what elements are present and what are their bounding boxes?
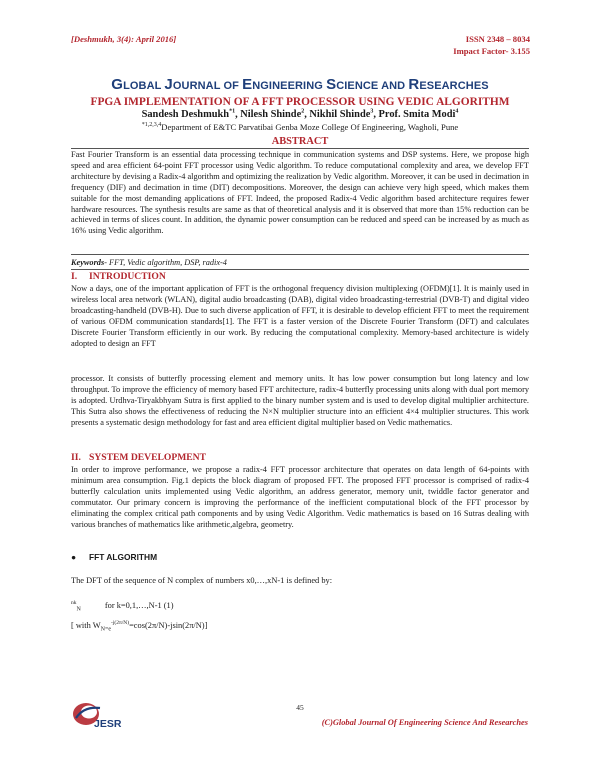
author-name: Nilesh Shinde <box>240 109 302 120</box>
author-sup: 3 <box>370 108 374 115</box>
author-list: Sandesh Deshmukh$^{*1}$, Nilesh Shinde$^2$, Nikhil Shinde$^3$, Prof. Smita Modi$^4$ <box>141 108 459 120</box>
author-sup: *1 <box>229 108 236 115</box>
author-sup: 4 <box>455 108 459 115</box>
footer-copyright: (C)Global Journal Of Engineering Science And Researches <box>321 718 528 727</box>
keywords-text: FFT, Vedic algorithm, DSP, radix-4 <box>106 258 227 267</box>
subsection-heading-fft-algorithm: ● FFT ALGORITHM <box>71 552 158 562</box>
issn: ISSN 2348 – 8034 <box>465 34 530 44</box>
section-heading-introduction: I. INTRODUCTION <box>71 271 166 282</box>
author-name: Nikhil Shinde <box>309 109 371 120</box>
system-paragraph: In order to improve performance, we propose a radix-4 FFT processor architecture that operates on data length of 64-points with minimum area consumption. Fig.1 depicts the block diagram of proposed FFT. The proposed FFT processor is comprised of radix-4 butterfly calculation units implemented using Vedic algorithm, an address generator, memory unit, twiddle factor generator and commutator. Our primary concern is improving the performance of the inefficient computational block of the FFT processor by eliminating the complex critical path components and by using Vedic Algorithm. Vedic mathematics is based on 16 Sutras dealing with various branches of mathematics like arithmetic,algebra, geometry. <box>71 465 529 529</box>
author-name: Sandesh Deshmukh <box>141 109 230 120</box>
citation-header: [Deshmukh, 3(4): April 2016] <box>71 34 177 44</box>
keywords-label: Keywords- <box>71 258 107 267</box>
author-sup: 2 <box>301 108 305 115</box>
keywords <box>71 258 529 267</box>
impact-factor: Impact Factor- 3.155 <box>453 46 530 56</box>
abstract-bottom-rule <box>71 254 529 255</box>
page-number: 45 <box>296 703 304 712</box>
dft-definition-line: The DFT of the sequence of N complex of numbers x0,…,xN-1 is defined by: <box>71 576 333 585</box>
svg-text:JESR: JESR <box>94 718 122 730</box>
keywords-rule <box>71 269 529 270</box>
abstract-heading: ABSTRACT <box>271 136 329 147</box>
gjesr-logo <box>70 700 134 730</box>
section-heading-system-development: II. SYSTEM DEVELOPMENT <box>71 452 207 463</box>
author-name: Prof. Smita Modi <box>378 109 456 120</box>
intro-paragraph-1: Now a days, one of the important application of FFT is the orthogonal frequency division multiplexing (OFDM)[1]. It is mainly used in wireless local area network (WLAN), digital audio broadcasting (DAB), digital video broadcasting-terrestrial (DVB-T) and digital video broadcasting-handheld (DVB-H). Due to such diverse application of FFT, it is desirable to develop efficient FFT to meet the requirement of various OFDM communication standards[1]. The FFT is a faster version of the Discrete Fourier Transform (DFT) and calculates Discrete Fourier Transform efficiently in our work. By reducing the computational complexity. Memory-based architecture is widely adopted to design an FFT <box>71 284 529 348</box>
twiddle-factor-definition: [ with $W_{N=e}^{-j(2\pi/N)}=\cos(2\pi/N)-jsin(2\pi/N)$] <box>71 620 208 633</box>
journal-title: GLOBAL JOURNAL OF ENGINEERING SCIENCE AND RESEARCHES <box>111 76 489 93</box>
paper-title: FPGA IMPLEMENTATION OF A FFT PROCESSOR USING VEDIC ALGORITHM <box>90 96 510 108</box>
bullet-icon: ● <box>71 552 77 562</box>
abstract-text: Fast Fourier Transform is an essential data processing technique in communication systems and DSP systems. Here, we propose high speed and area efficient 64-point FFT processor using Vedic algorithm. To reduce computational complexity and area, we develop FFT architecture by devising a Radix-4 algorithm and optimizing the realization by Vedic algorithm. Moreover, it can be used in decimation in frequency (DIF) and decimation in time (DIT) decompositions. Moreover, the design can achieve very high speed, which makes them suitable for the most demanding applications of FFT. Indeed, the proposed Radix-4 Vedic algorithm based architecture requires fewer hardware resources. The synthesis results are same as that of theoretical analysis and it is observed that more than 15% reduction can be achieved in terms of slices count. In addition, the dynamic power consumption can be reduced and speed can be increased by as much as 16% using Vedic algorithm. <box>71 150 529 236</box>
issn-block <box>453 33 530 57</box>
intro-paragraph-2: processor. It consists of butterfly processing element and memory units. It has low power consumption but long latency and low throughput. To improve the efficiency of memory based FFT architecture, radix-4 butterfly processing units along with dual port memory is adopted. Urdhva-Tiryakbhyam Sutra is first applied to the binary number system and is used to develop digital multiplier architecture. This Sutra also shows the effectiveness of reducing the N×N multiplier structure into an efficient 4×4 multiplier structures. This work presents a systematic design methodology for fast and area efficient digital multiplier based on Vedic mathematics. <box>71 374 529 427</box>
affiliation: $^{*1,2,3,4}$Department of E&TC Parvatibai Genba Moze College Of Engineering, Wagholi, Pune <box>141 122 459 132</box>
equation-1: $^{nk}_N$ for k=0,1,…,N-1 (1) <box>71 600 174 613</box>
abstract-top-rule <box>71 148 529 149</box>
